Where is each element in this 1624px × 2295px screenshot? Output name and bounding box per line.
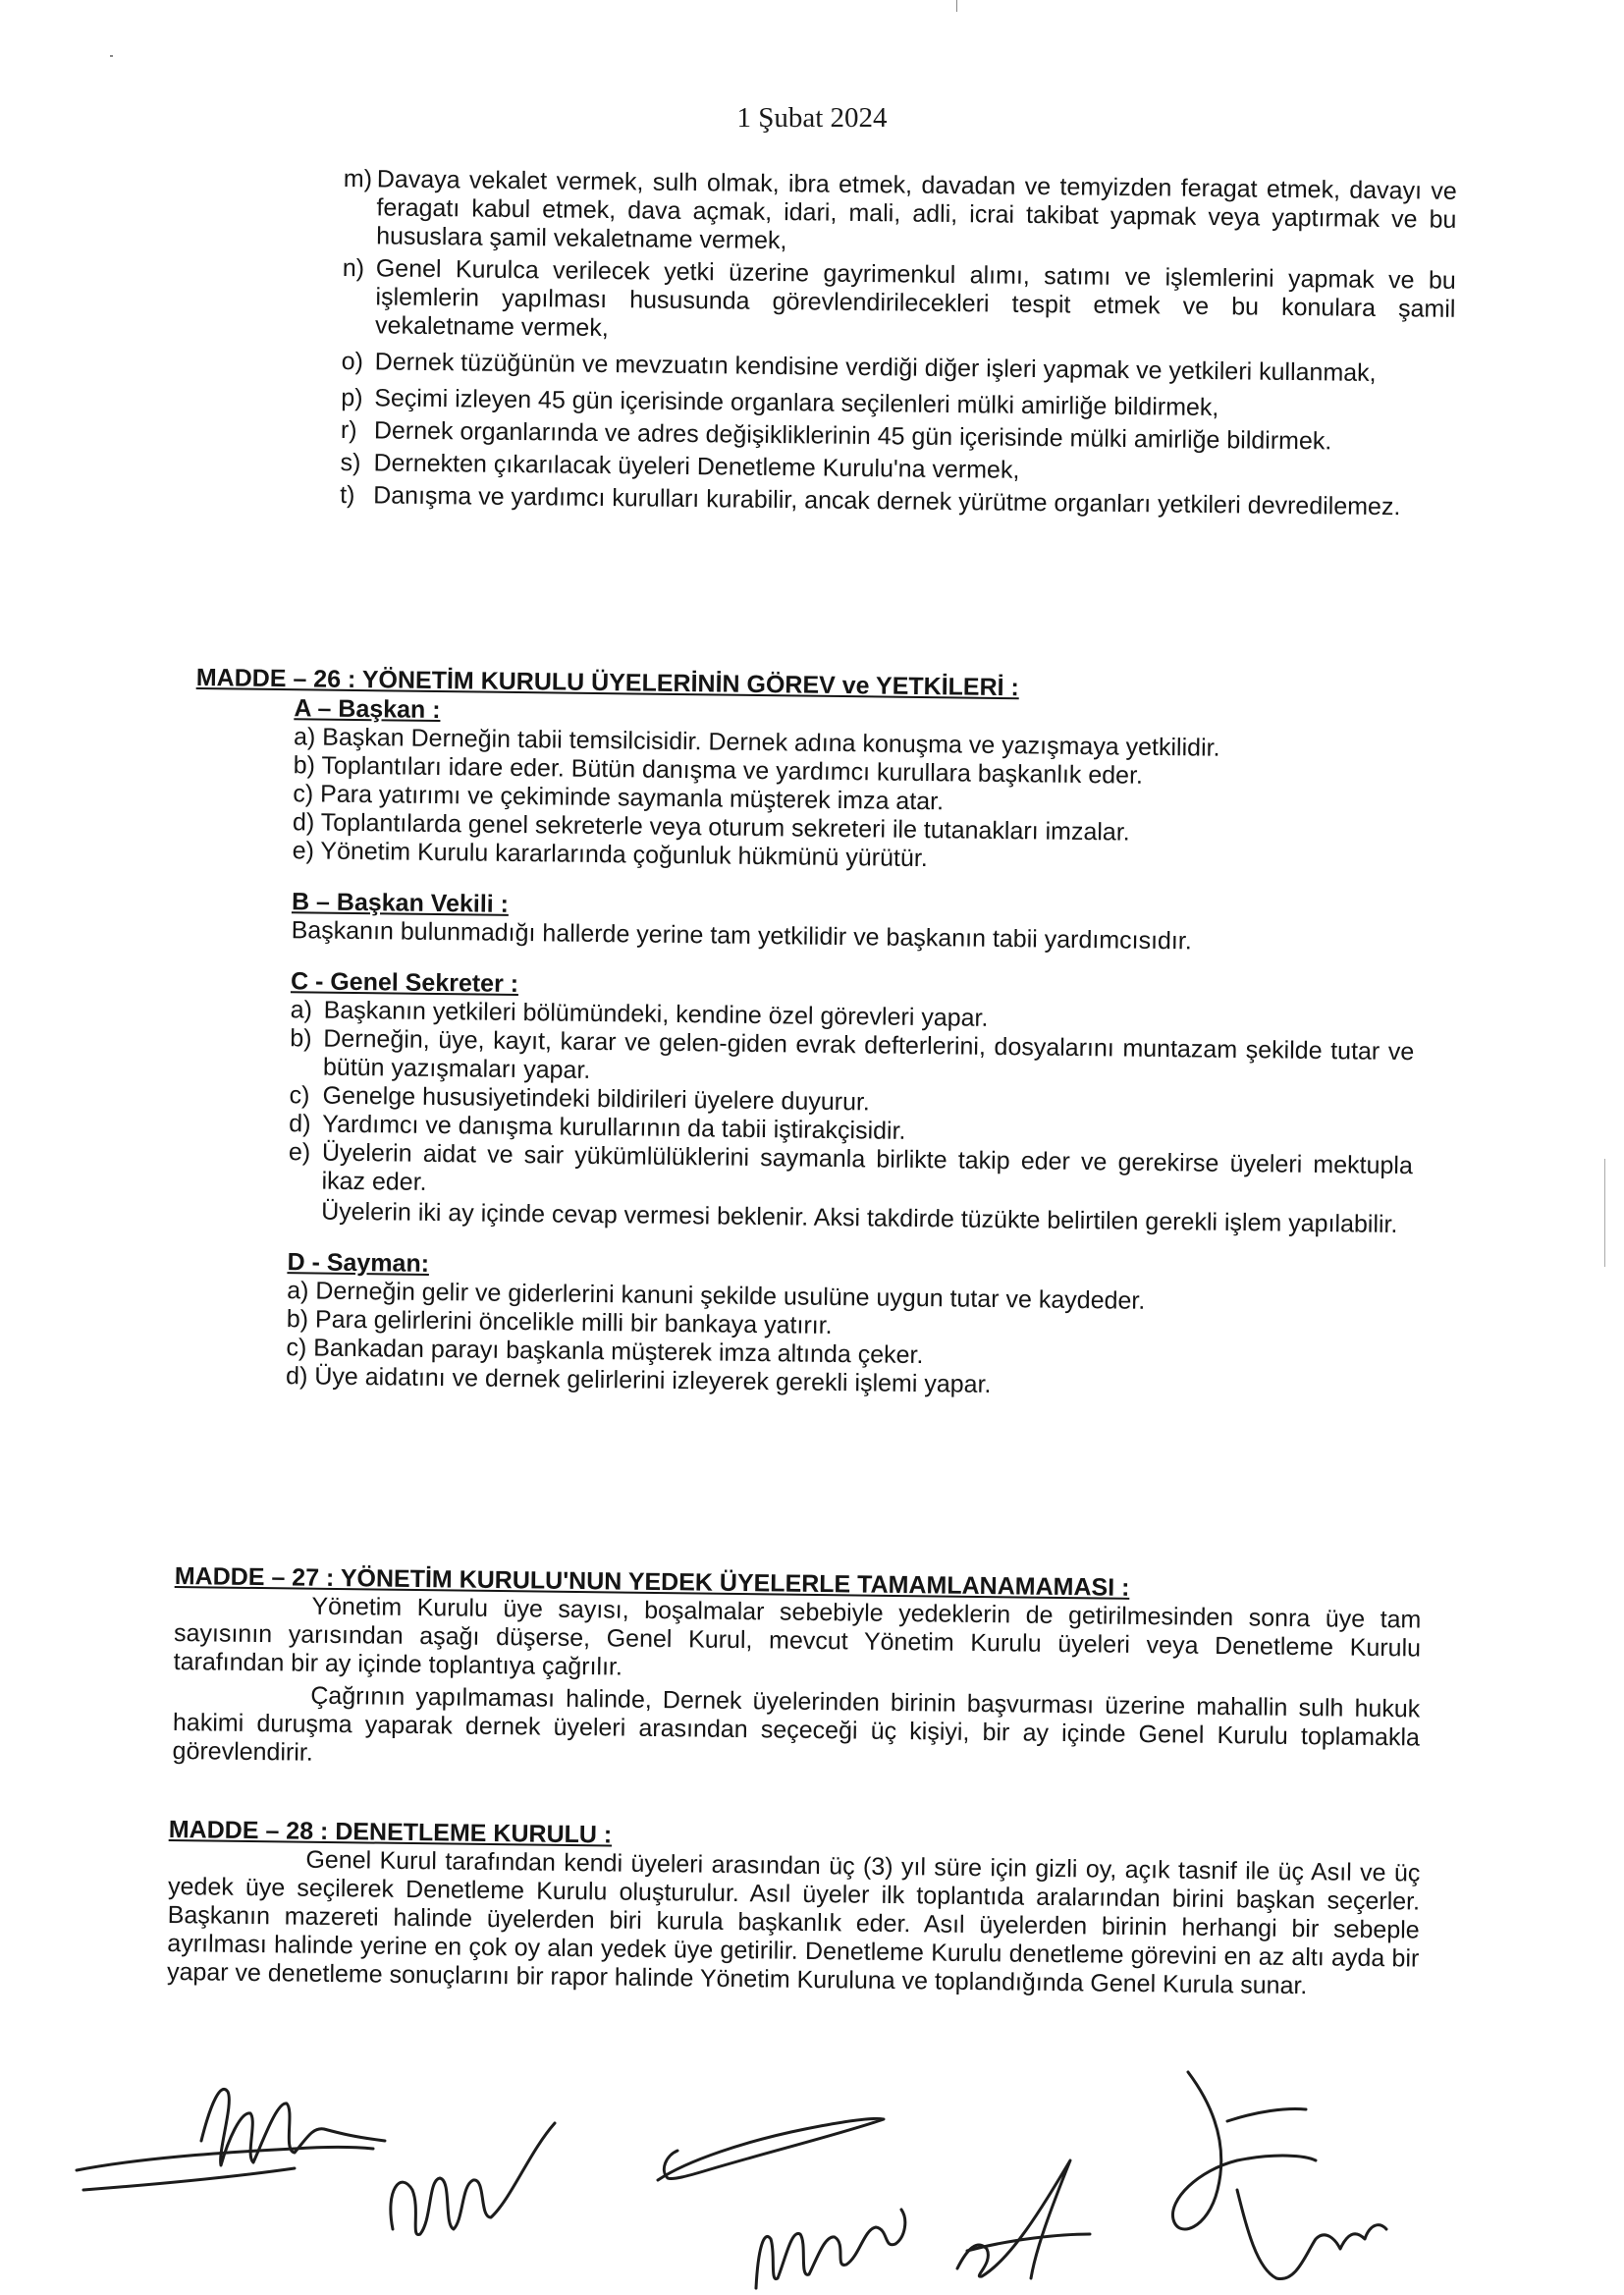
madde-26-heading: MADDE – 26 : YÖNETİM KURULU ÜYELERİNİN GÖREV ve YETKİLERİ : (195, 663, 1020, 702)
list-item: b) Toplantıları idare eder. Bütün danışma ve yardımcı kurullara başkanlık eder. (293, 751, 1144, 790)
madde-27-heading: MADDE – 27 : YÖNETİM KURULU'NUN YEDEK ÜYELERLE TAMAMLANAMAMASI : (174, 1561, 1130, 1602)
signature-1 (77, 2089, 385, 2190)
note-paragraph: Üyelerin iki ay içinde cevap vermesi beklenir. Aksi takdirde tüzükte belirtilen gerekli işlem yapılabilir. (321, 1197, 1398, 1238)
subsection-title-genel-sekreter: C - Genel Sekreter : (290, 967, 519, 999)
list-item: e) Üyelerin aidat ve sair yükümlülüklerini saymanla birlikte takip eder ve gerekirse üyeleri mektupla ikaz eder. (288, 1138, 1414, 1196)
document-date: 1 Şubat 2024 (736, 102, 888, 134)
list-item: m) Davaya vekalet vermek, sulh olmak, ibra etmek, davadan ve temyizden feragat etmek, davayı ve feragatı kabul etmek, dava açmak, idari, mali, adli, icrai takibat yapmak veya yaptırmak ve bu hususlara şamil vekaletname vermek, (343, 165, 1457, 255)
scan-edge-mark (1604, 1159, 1605, 1267)
authority-list (340, 165, 1457, 526)
subsection-title-baskan-vekili: B – Başkan Vekili : (291, 888, 510, 918)
subsection-title-sayman: D - Sayman: (287, 1248, 430, 1278)
paragraph: Başkanın bulunmadığı hallerde yerine tam yetkilidir ve başkanın tabii yardımcısıdır. (291, 916, 1192, 956)
madde-26-body (188, 692, 1419, 1404)
list-item: s) Dernekten çıkarılacak üyeleri Denetleme Kurulu'na vermek, (340, 448, 1020, 484)
list-item: r) Dernek organlarında ve adres değişikliklerinin 45 gün içerisinde mülki amirliğe bildirmek. (340, 415, 1332, 456)
madde-28-heading: MADDE – 28 : DENETLEME KURULU : (168, 1815, 613, 1849)
scan-mark (956, 0, 957, 12)
scan-mark (110, 55, 113, 57)
paragraph: Yönetim Kurulu üye sayısı, boşalmalar sebebiyle yedeklerin de getirilmesinden sonra üye tam sayısının yarısından aşağı düşerse, Genel Kurul, mevcut Yönetim Kurulu üyeleri veya Denetleme Kurulu tarafından bir ay içinde toplantıya çağrılır. (173, 1592, 1422, 1681)
list-item: d) Yardımcı ve danışma kurullarının da tabii iştirakçisidir. (289, 1110, 906, 1145)
list-item: d) Üye aidatını ve dernek gelirlerini izleyerek gerekli işlemi yapar. (285, 1362, 992, 1398)
signature-4 (756, 2210, 905, 2288)
signature-3 (658, 2118, 884, 2180)
list-item: n) Genel Kurulca verilecek yetki üzerine gayrimenkul alımı, satımı ve işlemlerini yapmak ve bu işlemlerin yapılması hususunda görevlendirilecekleri tespit etmek ve bu konulara şamil vekaletname vermek, (342, 253, 1456, 343)
list-item: a) Başkanın yetkileri bölümündeki, kendine özel görevleri yapar. (290, 996, 989, 1032)
list-item: c) Bankadan parayı başkanla müşterek imza altında çeker. (286, 1334, 924, 1370)
list-item: a) Başkan Derneğin tabii temsilcisidir. Dernek adına konuşma ve yazışmaya yetkilidir. (293, 723, 1220, 762)
signatures (0, 2043, 1624, 2295)
signature-6 (1172, 2072, 1386, 2279)
list-item: b) Para gelirlerini öncelikle milli bir bankaya yatırır. (286, 1305, 833, 1339)
list-item: a) Derneğin gelir ve giderlerini kanuni şekilde usulüne uygun tutar ve kaydeder. (287, 1277, 1146, 1315)
list-item: o) Dernek tüzüğünün ve mevzuatın kendisine verdiği diğer işleri yapmak ve yetkileri kullanmak, (341, 347, 1377, 387)
madde-27-section (172, 1561, 1421, 1781)
list-item: t) Danışma ve yardımcı kurulları kurabilir, ancak dernek yürütme organları yetkileri devredilemez. (340, 480, 1401, 521)
list-item: c) Para yatırımı ve çekiminde saymanla müşterek imza atar. (293, 780, 945, 816)
signature-5 (957, 2160, 1090, 2278)
list-item: b) Derneğin, üye, kayıt, karar ve gelen-giden evrak defterlerini, dosyalarını muntazam şekilde tutar ve bütün yazışmaları yapar. (290, 1024, 1415, 1084)
list-item: p) Seçimi izleyen 45 gün içerisinde organlara seçilenleri mülki amirliğe bildirmek, (341, 383, 1219, 422)
paragraph: Genel Kurul tarafından kendi üyeleri arasından üç (3) yıl süre için gizli oy, açık tasnif ile üç Asıl ve üç yedek üye seçilerek Denetleme Kurulu oluşturulur. Asıl üyeler ilk toplantıda aralarından birini başkan seçerler. Başkanın mazereti halinde üyelerden biri kurula başkanlık eder. Asıl üyelerden birinin herhangi bir sebeple ayrılması halinde yerine en çok oy alan yedek üye getirilir. Denetleme Kurulu denetleme görevini en az altı ayda bir yapar ve denetleme sonuçlarını bir rapor halinde Yönetim Kuruluna ve toplandığında Genel Kurula sunar. (166, 1845, 1421, 2000)
list-item: c) Genelge hususiyetindeki bildirileri üyelere duyurur. (289, 1081, 871, 1117)
madde-28-section (167, 1815, 1421, 2002)
signature-2 (391, 2123, 555, 2235)
subsection-title-baskan: A – Başkan : (294, 694, 441, 725)
madde-26-section (188, 663, 1419, 1404)
paragraph: Çağrının yapılmaması halinde, Dernek üyelerinden birinin başvurması üzerine mahallin sulh hukuk hakimi duruşma yaparak dernek üyeleri arasından seçeceği üç kişiyi, bir ay içinde Genel Kurulu toplamakla görevlendirir. (172, 1681, 1421, 1767)
list-item: e) Yönetim Kurulu kararlarında çoğunluk hükmünü yürütür. (292, 837, 928, 873)
list-item: d) Toplantılarda genel sekreterle veya oturum sekreteri ile tutanakları imzalar. (292, 808, 1130, 847)
